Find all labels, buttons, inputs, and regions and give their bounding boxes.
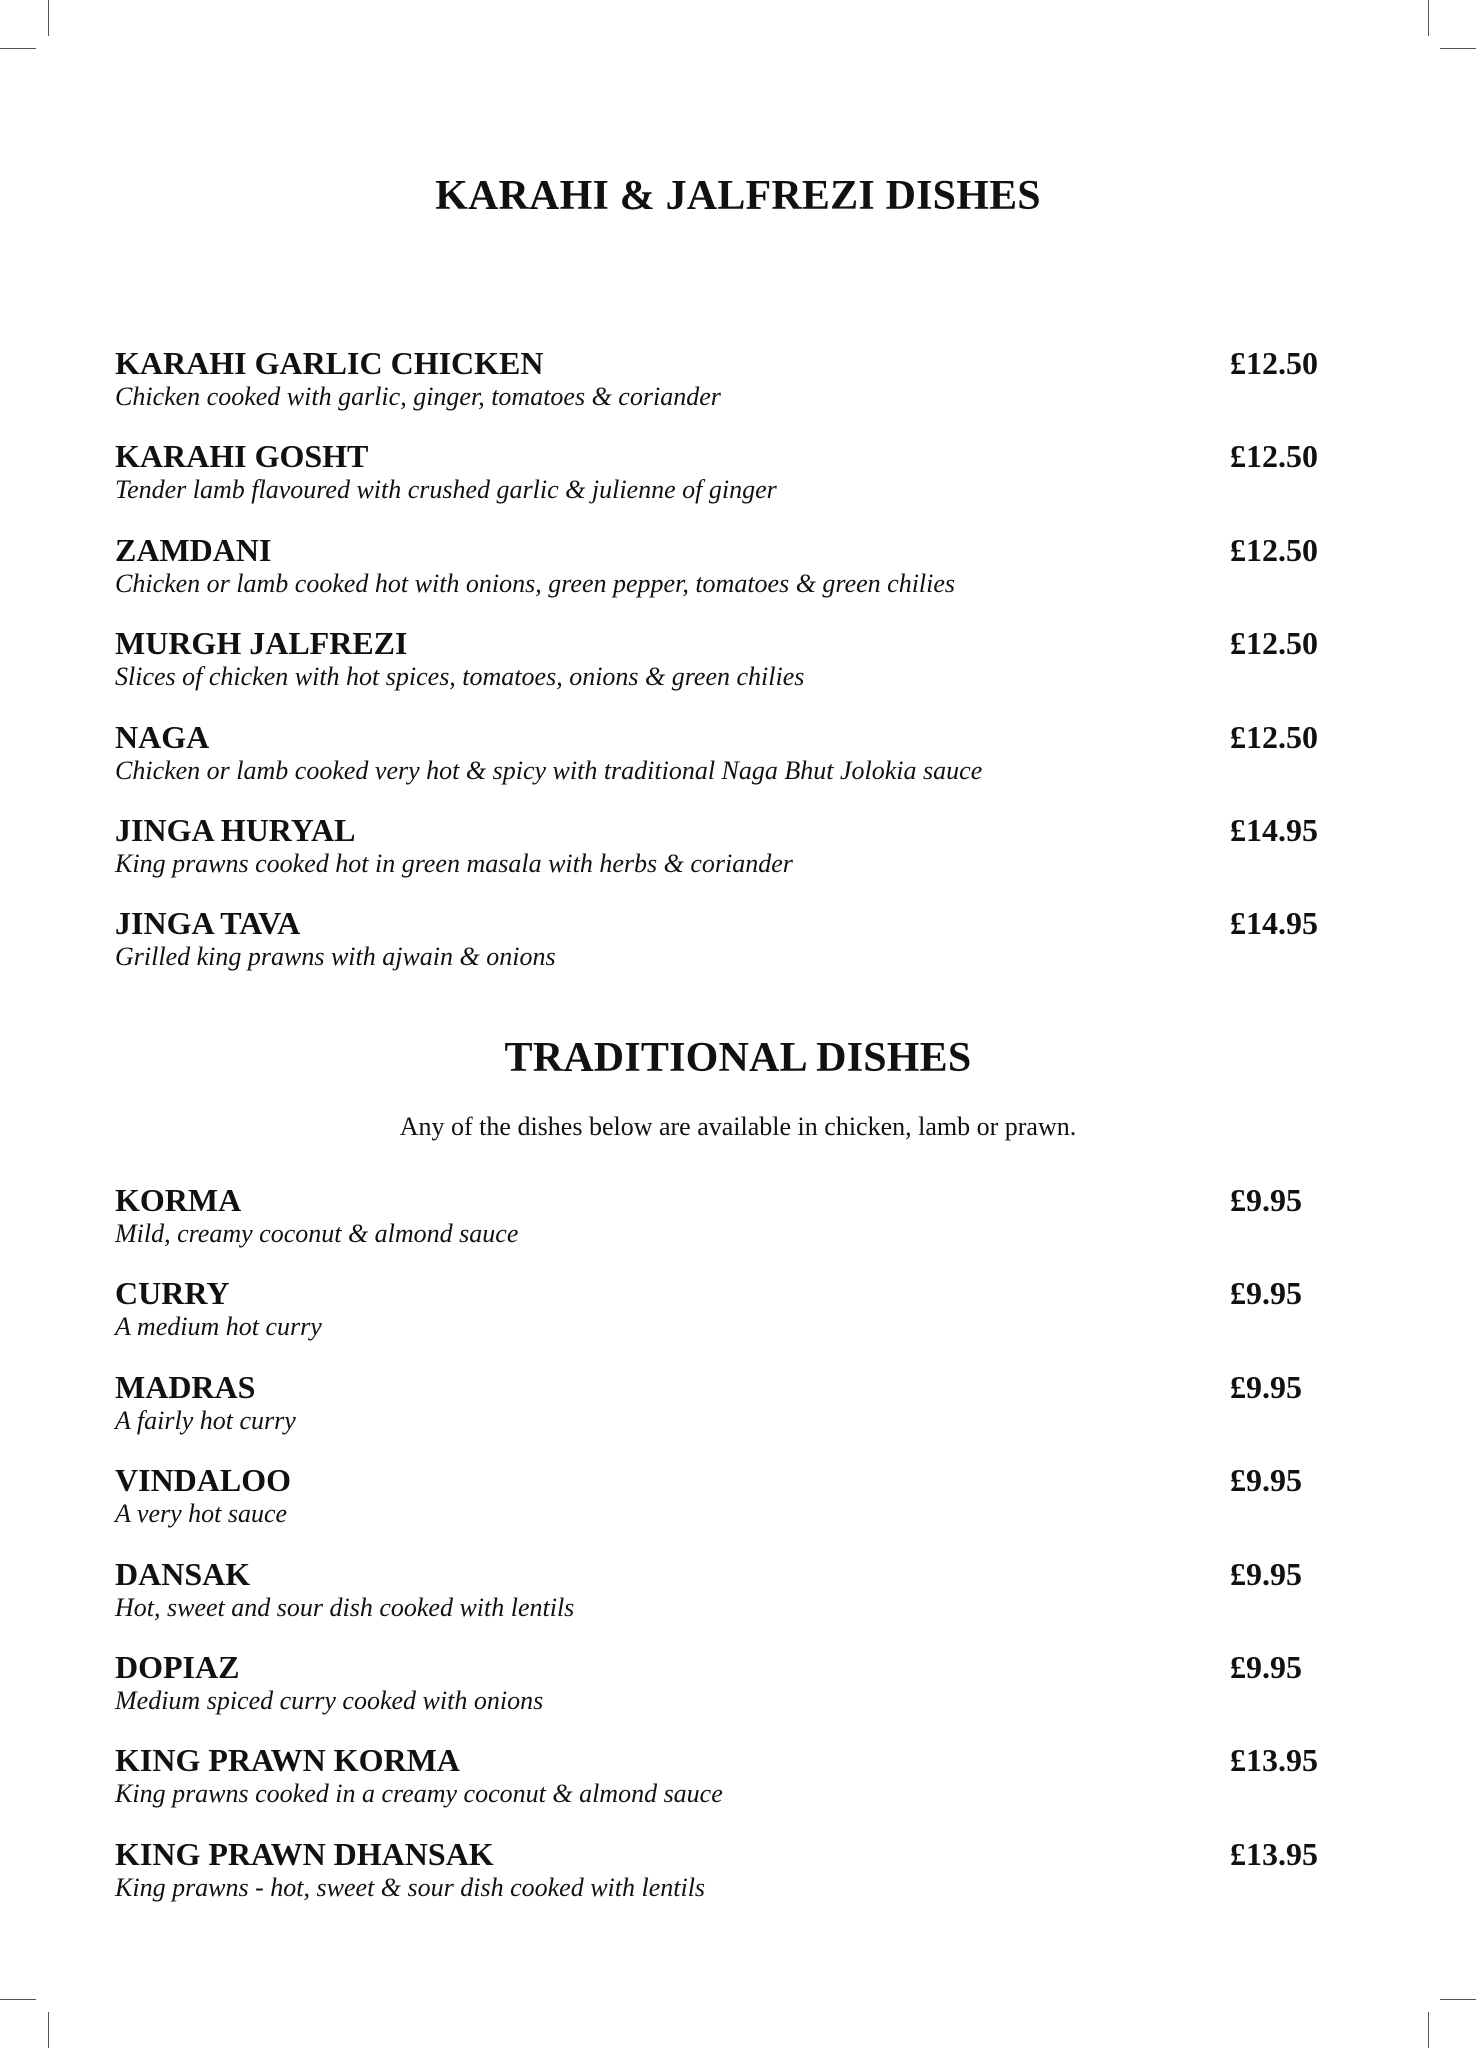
dish-name: ZAMDANI (115, 531, 272, 568)
crop-mark-top-right-horizontal (1440, 48, 1476, 49)
dish-price: £12.50 (1230, 625, 1318, 662)
menu-list-karahi-jalfrezi (115, 344, 1335, 998)
dish-description: King prawns cooked hot in green masala with herbs & coriander (115, 848, 793, 878)
section-note: Any of the dishes below are available in chicken, lamb or prawn. (399, 1112, 1077, 1141)
menu-list-traditional (115, 1181, 1335, 1928)
dish-name: DOPIAZ (115, 1648, 240, 1685)
menu-item (115, 718, 1335, 811)
dish-price: £9.95 (1230, 1555, 1302, 1592)
dish-price: £12.50 (1230, 531, 1318, 568)
dish-name: CURRY (115, 1275, 230, 1312)
dish-name: JINGA HURYAL (115, 811, 356, 848)
section-title-karahi-jalfrezi: KARAHI & JALFREZI DISHES (435, 173, 1041, 219)
crop-mark-top-left-horizontal (0, 48, 36, 49)
dish-name: KARAHI GARLIC CHICKEN (115, 345, 544, 381)
menu-item (115, 1648, 1335, 1741)
crop-mark-top-right-vertical (1428, 0, 1429, 36)
menu-item (115, 1274, 1335, 1367)
dish-name: MADRAS (115, 1368, 256, 1405)
dish-name: MURGH JALFREZI (115, 625, 408, 662)
menu-item (115, 1461, 1335, 1554)
menu-item (115, 1368, 1335, 1461)
menu-item (115, 1181, 1335, 1274)
dish-price: £12.50 (1230, 718, 1318, 755)
crop-mark-bottom-left-horizontal (0, 1999, 36, 2000)
dish-price: £9.95 (1230, 1648, 1302, 1685)
menu-item (115, 1835, 1335, 1928)
dish-price: £12.50 (1230, 345, 1318, 381)
dish-description: Chicken cooked with garlic, ginger, tomatoes & coriander (115, 382, 721, 411)
dish-description: Hot, sweet and sour dish cooked with lentils (115, 1592, 575, 1622)
dish-description: Medium spiced curry cooked with onions (115, 1685, 544, 1715)
dish-name: KING PRAWN DHANSAK (115, 1835, 494, 1872)
dish-name: VINDALOO (115, 1462, 292, 1499)
dish-description: A very hot sauce (115, 1499, 288, 1529)
menu-item (115, 344, 1335, 437)
section-title-traditional: TRADITIONAL DISHES (504, 1035, 972, 1081)
dish-description: A fairly hot curry (115, 1405, 296, 1435)
dish-description: Tender lamb flavoured with crushed garlic & julienne of ginger (115, 475, 777, 505)
dish-name: KARAHI GOSHT (115, 438, 369, 475)
menu-item (115, 1741, 1335, 1834)
dish-description: Grilled king prawns with ajwain & onions (115, 942, 556, 972)
dish-price: £12.50 (1230, 438, 1318, 475)
dish-price: £14.95 (1230, 811, 1318, 848)
menu-item (115, 904, 1335, 997)
dish-price: £9.95 (1230, 1182, 1302, 1218)
menu-item (115, 1555, 1335, 1648)
dish-description: Chicken or lamb cooked very hot & spicy with traditional Naga Bhut Jolokia sauce (115, 755, 983, 785)
dish-name: JINGA TAVA (115, 905, 301, 942)
dish-name: NAGA (115, 718, 210, 755)
dish-price: £9.95 (1230, 1275, 1302, 1312)
dish-price: £9.95 (1230, 1368, 1302, 1405)
dish-description: Chicken or lamb cooked hot with onions, green pepper, tomatoes & green chilies (115, 568, 956, 598)
crop-mark-bottom-left-vertical (48, 2012, 49, 2048)
dish-name: KORMA (115, 1182, 242, 1218)
menu-item (115, 531, 1335, 624)
crop-mark-bottom-right-vertical (1428, 2012, 1429, 2048)
dish-description: A medium hot curry (115, 1312, 322, 1342)
crop-mark-top-left-vertical (48, 0, 49, 36)
menu-item (115, 624, 1335, 717)
dish-price: £9.95 (1230, 1462, 1302, 1499)
dish-price: £14.95 (1230, 905, 1318, 942)
menu-item (115, 811, 1335, 904)
dish-price: £13.95 (1230, 1742, 1318, 1779)
dish-description: King prawns cooked in a creamy coconut & almond sauce (115, 1779, 723, 1809)
dish-name: KING PRAWN KORMA (115, 1742, 460, 1779)
dish-description: King prawns - hot, sweet & sour dish cooked with lentils (115, 1872, 706, 1902)
dish-description: Mild, creamy coconut & almond sauce (115, 1219, 519, 1248)
crop-mark-bottom-right-horizontal (1440, 1999, 1476, 2000)
menu-item (115, 437, 1335, 530)
dish-price: £13.95 (1230, 1835, 1318, 1872)
dish-name: DANSAK (115, 1555, 251, 1592)
dish-description: Slices of chicken with hot spices, tomatoes, onions & green chilies (115, 662, 805, 692)
